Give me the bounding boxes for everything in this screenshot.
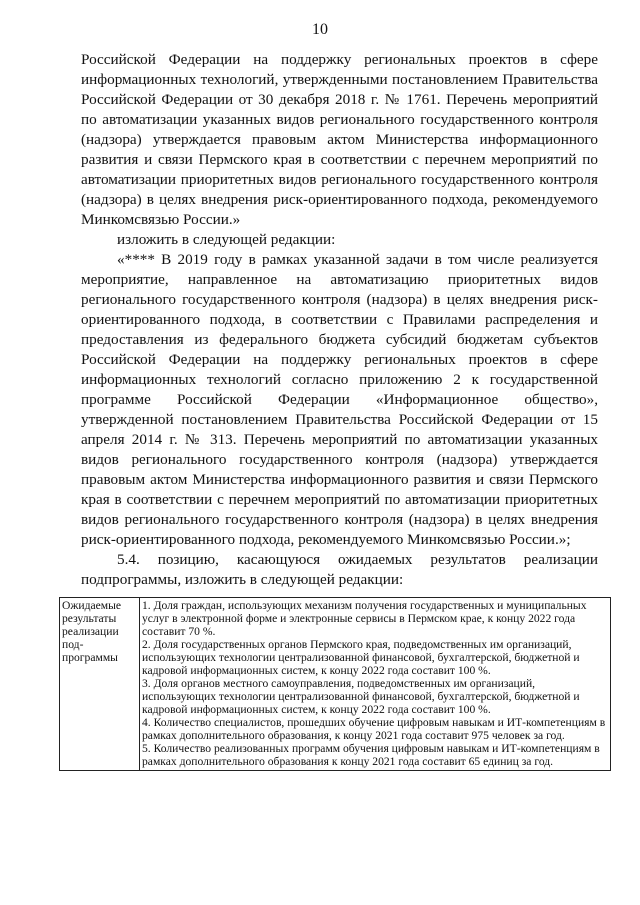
result-item: 4. Количество специалистов, прошедших обучение цифровым навыкам и ИТ-компетенциям в рамках дополнительного образования, к концу 2021 года составит 975 человек за год. [142,716,606,742]
paragraph-continuation: Российской Федерации на поддержку региональных проектов в сфере информационных технологий, утвержденными постановлением Правительства Российской Федерации от 30 декабря 2018 г. № 1761. Перечень мероприятий по автоматизации указанных видов регионального государственного контроля (надзора) утверждается правовым актом Министерства информационного развития и связи Пермского края в соответствии с перечнем мероприятий по автоматизации приоритетных видов регионального государственного контроля (надзора) в целях внедрения риск-ориентированного подхода, рекомендуемого Минкомсвязью России.» [81,51,598,228]
result-item: 1. Доля граждан, использующих механизм получения государственных и муниципальных услуг в электронной форме и электронные сервисы в Пермском крае, к концу 2022 года составит 70 %. [142,599,587,638]
page-number: 10 [312,21,328,38]
table-label-cell: Ожидаемые результаты реализации под-программы [60,598,140,771]
document-body [81,50,598,590]
table-items-cell [140,598,611,771]
result-item: 5. Количество реализованных программ обучения цифровым навыкам и ИТ-компетенциям в рамках дополнительного образования к концу 2021 года составит 65 единиц за год. [142,742,600,768]
result-item: 2. Доля государственных органов Пермского края, подведомственных им организаций, использующих технологии централизованной финансовой, бухгалтерской, бюджетной и кадровой информационных систем, к концу 2022 года составит 100 %. [142,638,580,677]
paragraph-new-wording: «**** В 2019 году в рамках указанной задачи в том числе реализуется мероприятие, направленное на автоматизацию приоритетных видов регионального государственного контроля (надзора) в целях внедрения риск-ориентированного подхода, в соответствии с Правилами распределения и предоставления из федерального бюджета субсидий бюджетам субъектов Российской Федерации на поддержку региональных проектов в сфере информационных технологий согласно приложению 2 к государственной программе Российской Федерации «Информационное общество», утвержденной постановлением Правительства Российской Федерации от 15 апреля 2014 г. № 313. Перечень мероприятий по автоматизации указанных видов регионального государственного контроля (надзора) утверждается правовым актом Министерства информационного развития и связи Пермского края в соответствии с перечнем мероприятий по автоматизации приоритетных видов регионального государственного контроля (надзора) в целях внедрения риск-ориентированного подхода, рекомендуемого Минкомсвязью России.»; [81,251,598,548]
table-row [60,598,611,771]
paragraph-instruction: изложить в следующей редакции: [117,231,336,248]
result-item: 3. Доля органов местного самоуправления, подведомственных им организаций, использующих технологии централизованной финансовой, бухгалтерской, бюджетной и кадровой информационных систем, к концу 2022 года составит 100 %. [142,677,580,716]
paragraph-section-5-4: 5.4. позицию, касающуюся ожидаемых результатов реализации подпрограммы, изложить в следующей редакции: [81,551,598,588]
expected-results-table [59,597,611,771]
